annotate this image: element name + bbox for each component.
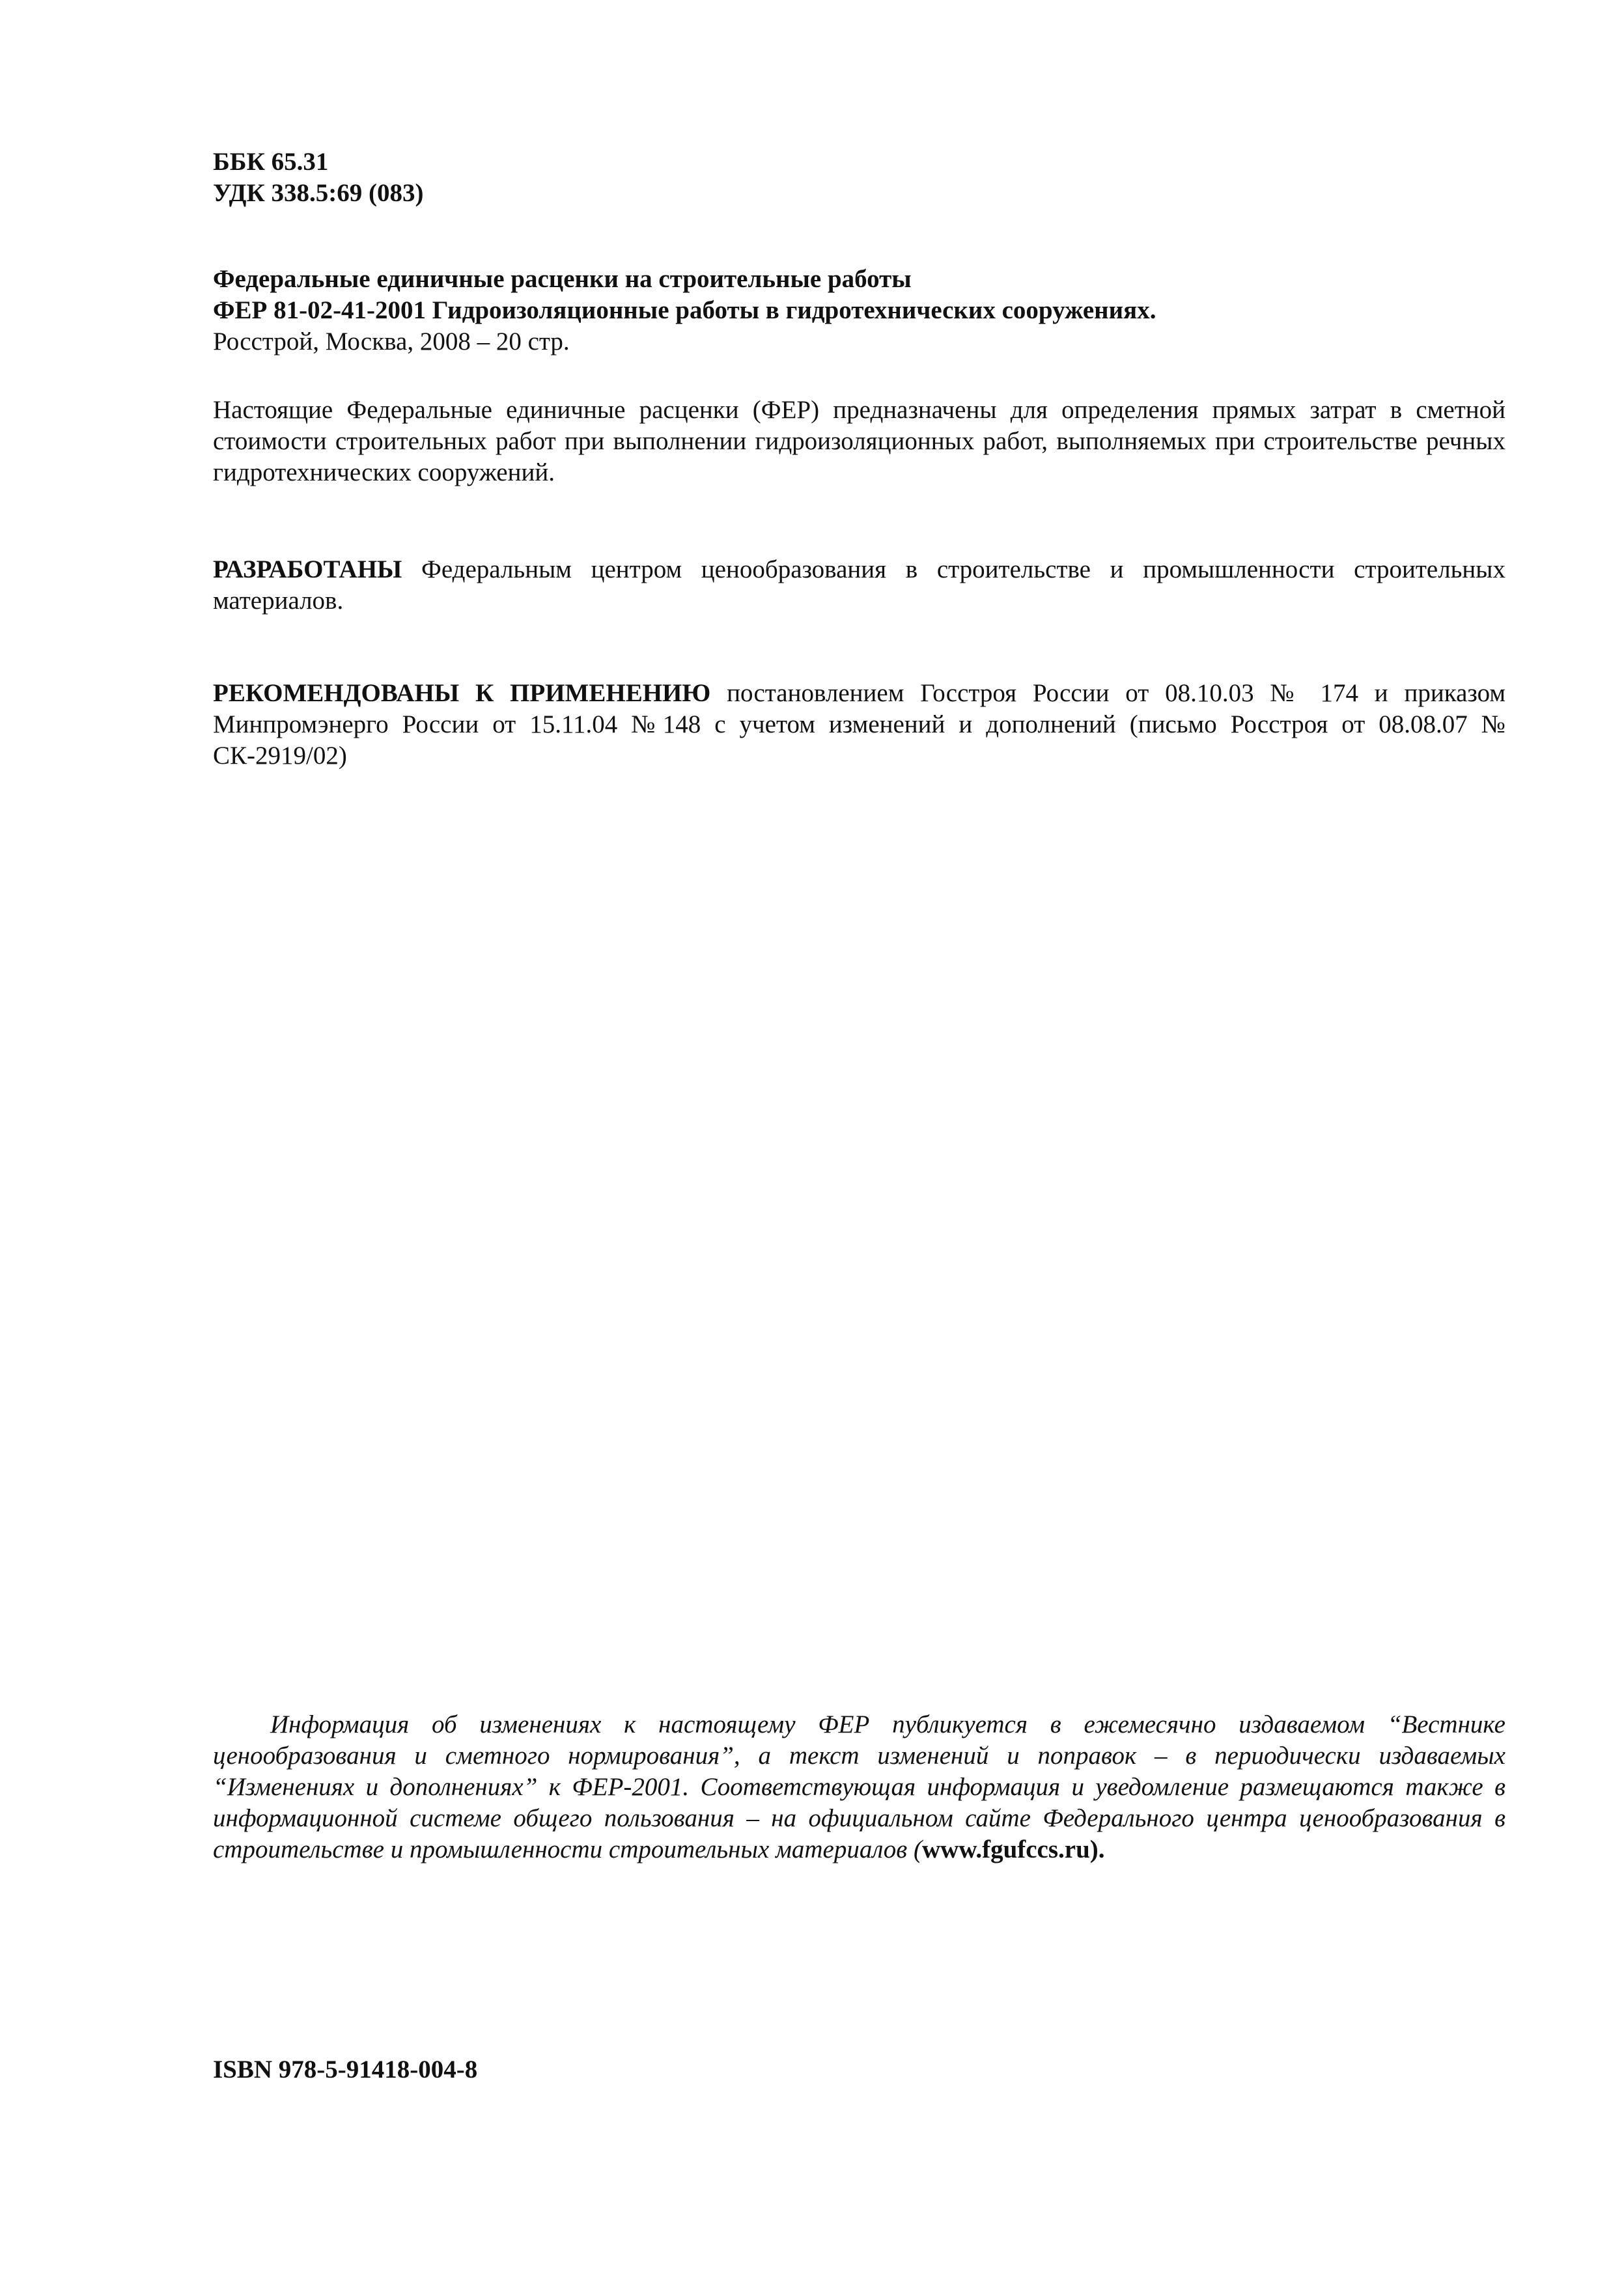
publisher-line: Росстрой, Москва, 2008 – 20 стр. <box>213 328 570 356</box>
title-line-2: ФЕР 81-02-41-2001 Гидроизоляционные работы в гидротехнических сооружениях. <box>213 296 1156 324</box>
title-block <box>213 264 1505 357</box>
developed-paragraph <box>213 554 1505 617</box>
changes-notice <box>213 1709 1505 1865</box>
website-link: www.fgufccs.ru). <box>921 1835 1105 1863</box>
developed-label: РАЗРАБОТАНЫ <box>213 555 402 583</box>
purpose-paragraph: Настоящие Федеральные единичные расценки (ФЕР) предназначены для определения прямых затрат в сметной стоимости строительных работ при выполнении гидроизоляционных работ, выполняемых при строительстве речных гидротехнических сооружений. <box>213 396 1505 486</box>
bbk-code: ББК 65.31 <box>213 148 329 176</box>
notice-text: Информация об изменениях к настоящему ФЕР публикуется в ежемесячно издаваемом “Вестнике ценообразования и сметного нормирования”, а текст изменений и поправок – в периодически издаваемых “Изменениях и дополнениях” к ФЕР-2001. Соответствующая информация и уведомление размещаются также в информационной системе общего пользования – на официальном сайте Федерального центра ценообразования в строительстве и промышленности строительных материалов ( <box>213 1710 1505 1863</box>
isbn: ISBN 978-5-91418-004-8 <box>213 2056 478 2084</box>
recommended-paragraph <box>213 678 1505 772</box>
developed-text: Федеральным центром ценообразования в строительстве и промышленности строительных материалов. <box>213 555 1506 615</box>
classification-codes <box>213 146 1505 209</box>
title-line-1: Федеральные единичные расценки на строительные работы <box>213 265 912 293</box>
recommended-text: постановлением Госстроя России от 08.10.03 № 174 и приказом Минпромэнерго России от 15.11.04 №148 с учетом изменений и дополнений (письмо Росстроя от 08.08.07 № СК-2919/02) <box>213 679 1506 770</box>
recommended-label: РЕКОМЕНДОВАНЫ К ПРИМЕНЕНИЮ <box>213 679 711 707</box>
udk-code: УДК 338.5:69 (083) <box>213 179 424 207</box>
